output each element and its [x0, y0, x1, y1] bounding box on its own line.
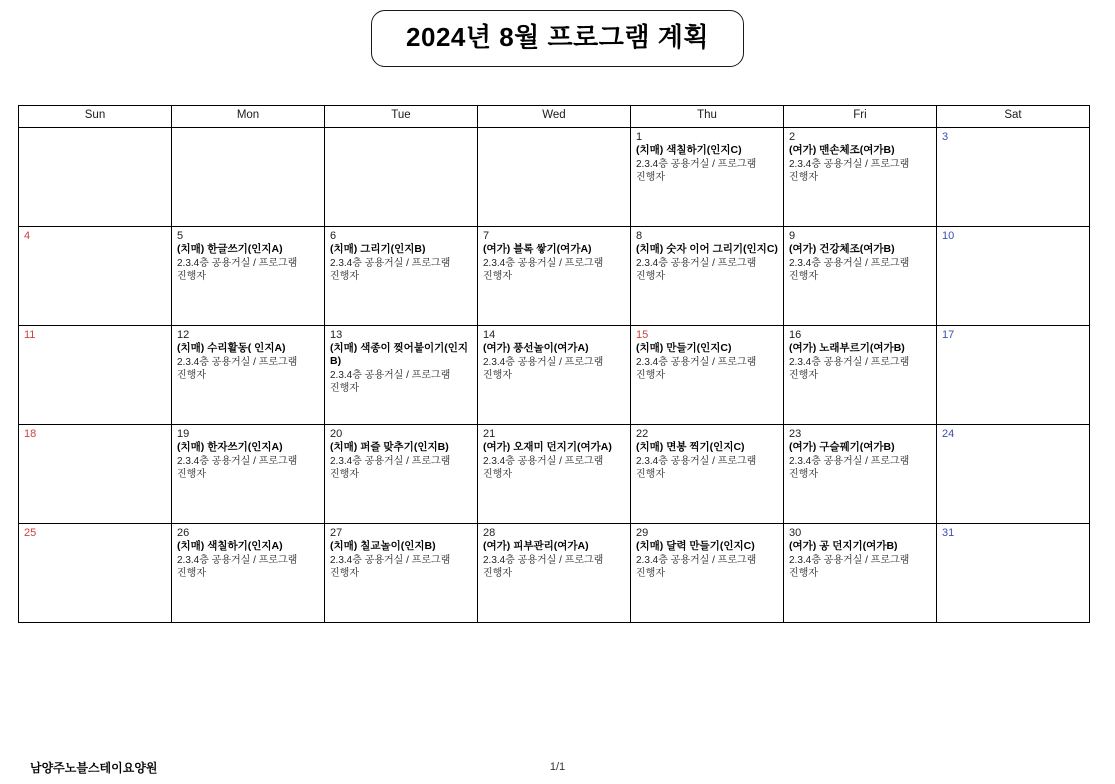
calendar-head: [19, 106, 1090, 128]
event-entry[interactable]: [172, 540, 324, 580]
event-entry[interactable]: [478, 342, 630, 382]
calendar-day-cell[interactable]: [172, 524, 325, 623]
event-entry[interactable]: [631, 540, 783, 580]
event-entry[interactable]: [631, 243, 783, 283]
event-entry[interactable]: [478, 441, 630, 481]
event-title: (치매) 칠교놀이(인지B): [330, 540, 436, 553]
day-number: 22: [636, 428, 649, 440]
calendar-empty-cell[interactable]: [172, 128, 325, 227]
event-title: (여가) 맨손체조(여가B): [789, 144, 895, 157]
day-number: 27: [330, 527, 343, 539]
calendar-day-cell[interactable]: [784, 227, 937, 326]
calendar-day-cell[interactable]: [784, 524, 937, 623]
calendar-day-cell[interactable]: [325, 425, 478, 524]
event-entry[interactable]: [478, 540, 630, 580]
calendar-day-cell[interactable]: [937, 425, 1090, 524]
event-location: 2.3.4층 공용거실 / 프로그램 진행자: [789, 357, 910, 382]
event-title: (치매) 한자쓰기(인지A): [177, 441, 283, 454]
event-location: 2.3.4층 공용거실 / 프로그램 진행자: [789, 456, 910, 481]
calendar-empty-cell[interactable]: [19, 128, 172, 227]
event-title: (치매) 수리활동( 인지A): [177, 342, 286, 355]
weekday-header-fri: Fri: [784, 106, 937, 128]
event-title: (여가) 풍선놀이(여가A): [483, 342, 589, 355]
event-location: 2.3.4층 공용거실 / 프로그램 진행자: [177, 456, 298, 481]
calendar-day-cell[interactable]: [172, 425, 325, 524]
calendar-day-cell[interactable]: [325, 227, 478, 326]
day-number: 14: [483, 329, 496, 341]
day-number: 5: [177, 230, 184, 242]
day-number: 1: [636, 131, 643, 143]
calendar-day-cell[interactable]: [937, 227, 1090, 326]
event-location: 2.3.4층 공용거실 / 프로그램 진행자: [483, 357, 604, 382]
day-number: 17: [942, 329, 955, 341]
event-location: 2.3.4층 공용거실 / 프로그램 진행자: [636, 159, 757, 184]
calendar-day-cell[interactable]: [172, 227, 325, 326]
calendar-day-cell[interactable]: [631, 326, 784, 425]
calendar-week-row: [19, 128, 1090, 227]
event-location: 2.3.4층 공용거실 / 프로그램 진행자: [330, 370, 451, 395]
event-entry[interactable]: [784, 441, 936, 481]
calendar-empty-cell[interactable]: [478, 128, 631, 227]
event-location: 2.3.4층 공용거실 / 프로그램 진행자: [636, 555, 757, 580]
calendar-body: [19, 128, 1090, 623]
calendar-day-cell[interactable]: [19, 524, 172, 623]
calendar-day-cell[interactable]: [172, 326, 325, 425]
day-number: 11: [24, 329, 36, 341]
event-location: 2.3.4층 공용거실 / 프로그램 진행자: [636, 456, 757, 481]
day-number: 3: [942, 131, 949, 143]
event-entry[interactable]: [631, 441, 783, 481]
event-location: 2.3.4층 공용거실 / 프로그램 진행자: [789, 555, 910, 580]
event-entry[interactable]: [172, 441, 324, 481]
event-location: 2.3.4층 공용거실 / 프로그램 진행자: [636, 258, 757, 283]
day-number: 25: [24, 527, 37, 539]
calendar-day-cell[interactable]: [937, 128, 1090, 227]
event-title: (치매) 그리기(인지B): [330, 243, 426, 256]
event-title: (여가) 피부관리(여가A): [483, 540, 589, 553]
page-number: 1/1: [549, 761, 566, 773]
calendar-day-cell[interactable]: [19, 326, 172, 425]
event-location: 2.3.4층 공용거실 / 프로그램 진행자: [789, 159, 910, 184]
event-location: 2.3.4층 공용거실 / 프로그램 진행자: [177, 555, 298, 580]
event-entry[interactable]: [172, 342, 324, 382]
event-location: 2.3.4층 공용거실 / 프로그램 진행자: [177, 357, 298, 382]
event-entry[interactable]: [784, 342, 936, 382]
weekday-header-mon: Mon: [172, 106, 325, 128]
calendar-week-row: [19, 425, 1090, 524]
calendar-day-cell[interactable]: [784, 425, 937, 524]
event-location: 2.3.4층 공용거실 / 프로그램 진행자: [330, 258, 451, 283]
weekday-header-thu: Thu: [631, 106, 784, 128]
event-entry[interactable]: [631, 144, 783, 184]
calendar-day-cell[interactable]: [478, 326, 631, 425]
event-title: (여가) 공 던지기(여가B): [789, 540, 898, 553]
calendar-table: [18, 105, 1090, 623]
day-number: 30: [789, 527, 802, 539]
day-number: 7: [483, 230, 490, 242]
day-number: 8: [636, 230, 643, 242]
event-entry[interactable]: [325, 342, 477, 395]
event-title: (치매) 면봉 찍기(인지C): [636, 441, 745, 454]
day-number: 23: [789, 428, 802, 440]
calendar-day-cell[interactable]: [631, 227, 784, 326]
weekday-header-wed: Wed: [478, 106, 631, 128]
page-footer: [0, 756, 1115, 776]
event-title: (여가) 구슬꿰기(여가B): [789, 441, 895, 454]
day-number: 12: [177, 329, 190, 341]
calendar-day-cell[interactable]: [19, 425, 172, 524]
title-box: [371, 10, 744, 67]
weekday-header-sun: Sun: [19, 106, 172, 128]
event-entry[interactable]: [478, 243, 630, 283]
day-number: 13: [330, 329, 343, 341]
event-title: (치매) 한글쓰기(인지A): [177, 243, 283, 256]
day-number: 16: [789, 329, 802, 341]
calendar-day-cell[interactable]: [325, 326, 478, 425]
calendar-day-cell[interactable]: [784, 128, 937, 227]
day-number: 15: [636, 329, 649, 341]
day-number: 24: [942, 428, 955, 440]
calendar-container: [18, 105, 1090, 623]
event-location: 2.3.4층 공용거실 / 프로그램 진행자: [177, 258, 298, 283]
event-location: 2.3.4층 공용거실 / 프로그램 진행자: [789, 258, 910, 283]
event-title: (치매) 색종이 찢어붙이기(인지B): [330, 342, 469, 368]
event-entry[interactable]: [325, 441, 477, 481]
event-title: (여가) 건강체조(여가B): [789, 243, 895, 256]
weekday-header-tue: Tue: [325, 106, 478, 128]
event-title: (여가) 오재미 던지기(여가A): [483, 441, 612, 454]
calendar-day-cell[interactable]: [478, 425, 631, 524]
event-title: (치매) 숫자 이어 그리기(인지C): [636, 243, 778, 256]
event-location: 2.3.4층 공용거실 / 프로그램 진행자: [483, 456, 604, 481]
day-number: 20: [330, 428, 343, 440]
event-location: 2.3.4층 공용거실 / 프로그램 진행자: [330, 456, 451, 481]
calendar-day-cell[interactable]: [937, 524, 1090, 623]
day-number: 10: [942, 230, 955, 242]
page-title: 2024년 8월 프로그램 계획: [406, 22, 709, 52]
title-area: [0, 0, 1115, 67]
day-number: 29: [636, 527, 649, 539]
calendar-day-cell[interactable]: [478, 227, 631, 326]
event-entry[interactable]: [784, 243, 936, 283]
calendar-day-cell[interactable]: [631, 128, 784, 227]
calendar-week-row: [19, 524, 1090, 623]
event-location: 2.3.4층 공용거실 / 프로그램 진행자: [483, 258, 604, 283]
event-entry[interactable]: [325, 243, 477, 283]
day-number: 18: [24, 428, 37, 440]
day-number: 31: [942, 527, 955, 539]
event-title: (치매) 달력 만들기(인지C): [636, 540, 755, 553]
facility-name: 남양주노블스테이요양원: [30, 761, 158, 775]
day-number: 28: [483, 527, 496, 539]
event-title: (치매) 색칠하기(인지C): [636, 144, 742, 157]
calendar-week-row: [19, 227, 1090, 326]
calendar-day-cell[interactable]: [631, 425, 784, 524]
day-number: 4: [24, 230, 31, 242]
event-title: (치매) 퍼즐 맞추기(인지B): [330, 441, 449, 454]
calendar-day-cell[interactable]: [937, 326, 1090, 425]
calendar-week-row: [19, 326, 1090, 425]
weekday-header-sat: Sat: [937, 106, 1090, 128]
calendar-day-cell[interactable]: [325, 524, 478, 623]
weekday-header-row: [19, 106, 1090, 128]
day-number: 9: [789, 230, 796, 242]
event-entry[interactable]: [325, 540, 477, 580]
event-entry[interactable]: [172, 243, 324, 283]
day-number: 21: [483, 428, 496, 440]
day-number: 6: [330, 230, 337, 242]
event-location: 2.3.4층 공용거실 / 프로그램 진행자: [330, 555, 451, 580]
calendar-empty-cell[interactable]: [325, 128, 478, 227]
event-entry[interactable]: [631, 342, 783, 382]
event-title: (여가) 블록 쌓기(여가A): [483, 243, 592, 256]
calendar-day-cell[interactable]: [19, 227, 172, 326]
event-title: (치매) 만들기(인지C): [636, 342, 732, 355]
event-title: (치매) 색칠하기(인지A): [177, 540, 283, 553]
day-number: 19: [177, 428, 190, 440]
calendar-day-cell[interactable]: [784, 326, 937, 425]
day-number: 2: [789, 131, 796, 143]
day-number: 26: [177, 527, 190, 539]
event-location: 2.3.4층 공용거실 / 프로그램 진행자: [636, 357, 757, 382]
event-location: 2.3.4층 공용거실 / 프로그램 진행자: [483, 555, 604, 580]
event-entry[interactable]: [784, 144, 936, 184]
calendar-day-cell[interactable]: [478, 524, 631, 623]
calendar-day-cell[interactable]: [631, 524, 784, 623]
event-title: (여가) 노래부르기(여가B): [789, 342, 905, 355]
event-entry[interactable]: [784, 540, 936, 580]
